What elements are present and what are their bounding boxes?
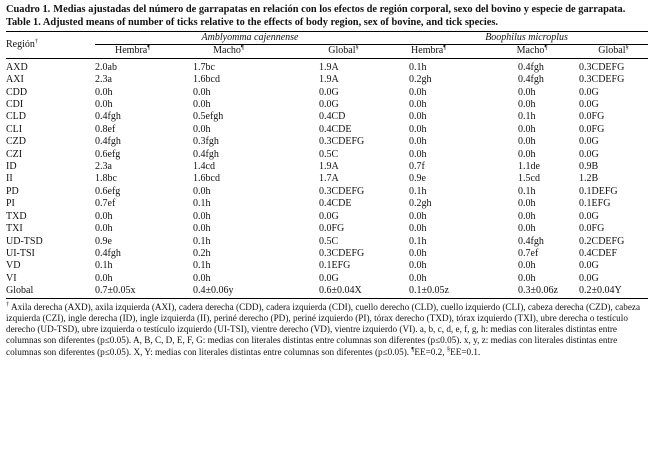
value-cell: 0.1h: [518, 185, 536, 197]
column-header: [405, 45, 485, 58]
table-row: [6, 260, 648, 272]
value-cell: 1.5cd: [518, 173, 540, 185]
region-cell: PI: [6, 198, 15, 210]
value-cell: 0.1h: [518, 111, 536, 123]
value-cell: 0.0h: [409, 86, 427, 98]
value-cell: 0.4fgh: [95, 247, 121, 259]
value-cell: 0.0h: [193, 272, 211, 284]
column-header: [485, 45, 579, 58]
value-cell: 1.6bcd: [193, 173, 220, 185]
value-cell: 1.7bc: [193, 61, 215, 73]
region-cell: CDI: [6, 99, 24, 111]
table-row: [6, 74, 648, 86]
value-cell: 0.1h: [95, 260, 113, 272]
value-cell: 0.2h: [193, 247, 211, 259]
value-cell: 0.3CDEFG: [319, 247, 365, 259]
footnote-ee-2: EE=0.1.: [450, 346, 481, 357]
value-cell: 0.4fgh: [518, 74, 544, 86]
region-header-mark: †: [34, 37, 39, 45]
column-header: [175, 45, 282, 58]
value-cell: 0.0G: [319, 210, 339, 222]
table-row: [6, 58, 648, 74]
value-cell: 0.0h: [518, 148, 536, 160]
value-cell: 0.0FG: [319, 223, 345, 235]
region-cell: CLI: [6, 123, 23, 135]
value-cell: 0.6efg: [95, 185, 121, 197]
region-cell: CZI: [6, 148, 23, 160]
region-cell: AXD: [6, 61, 28, 73]
value-cell: 0.0h: [409, 210, 427, 222]
value-cell: 0.3CDEFG: [579, 74, 625, 86]
table-row: [6, 273, 648, 285]
value-cell: 0.0h: [409, 148, 427, 160]
table-row: [6, 124, 648, 136]
value-cell: 0.0G: [579, 210, 599, 222]
value-cell: 0.0G: [579, 99, 599, 111]
value-cell: 1.6bcd: [193, 74, 220, 86]
region-cell: CZD: [6, 136, 26, 148]
table-row: [6, 87, 648, 99]
value-cell: 1.4cd: [193, 161, 215, 173]
column-header-label: Hembra: [115, 45, 148, 57]
value-cell: 1.9A: [319, 161, 339, 173]
value-cell: 0.0h: [518, 123, 536, 135]
value-cell: 0.0h: [95, 272, 113, 284]
value-cell: 0.4fgh: [518, 235, 544, 247]
value-cell: 0.0G: [319, 272, 339, 284]
table-row: [6, 136, 648, 148]
species-amblyomma: Amblyomma cajennense: [95, 32, 405, 45]
value-cell: 0.1h: [193, 235, 211, 247]
value-cell: 0.0h: [409, 123, 427, 135]
value-cell: 1.2B: [579, 173, 599, 185]
value-cell: 0.7ef: [95, 198, 116, 210]
column-header-mark: §: [625, 44, 629, 52]
value-cell: 0.0h: [95, 99, 113, 111]
value-cell: 0.2gh: [409, 198, 432, 210]
value-cell: 0.4fgh: [193, 148, 219, 160]
value-cell: 0.3CDEFG: [319, 136, 365, 148]
column-header-label: Global: [328, 45, 356, 57]
value-cell: 0.4CDE: [319, 123, 352, 135]
table-row: [6, 236, 648, 248]
column-header-mark: ¶: [443, 44, 447, 52]
value-cell: 0.1h: [193, 198, 211, 210]
caption-label: Cuadro 1.: [6, 4, 51, 15]
value-cell: 2.3a: [95, 161, 112, 173]
footnote-mark-2: ¶: [411, 345, 415, 353]
value-cell: 0.0h: [518, 86, 536, 98]
column-header-label: Macho: [213, 45, 241, 57]
column-header-label: Global: [598, 45, 626, 57]
footnote-text: Axila derecha (AXD), axila izquierda (AXI), cadera derecha (CDD), cadera izquierda (CDI), cuello derecho (CLD), cuello izquierdo (CLI), cabeza derecha (CZD), cabeza izquierda (CZI), ingle derecha (ID), ingle izquierda (II), periné derecho (PD), periné izquierdo (PI), tórax derecho (TXD), tórax izquierdo (TXI), ubre derecha o testículo derecho (UD-TSD), ubre izquierda o testículo izquierdo (UI-TSI), vientre derecho (VD), vientre izquierdo (VI). a, b, c, d, e, f, g, h: medias con literales distintas entre columnas son diferentes (p≤0.05). A, B, C, D, E, F, G: medias con literales distintas entre columnas son diferentes (p≤0.05). x, y, z: medias con literales distintas entre columnas son diferentes (p≤0.05). X, Y: medias con literales distintas entre columnas son diferentes (p≤0.05).: [6, 301, 641, 357]
value-cell: 0.5C: [319, 148, 339, 160]
data-table: [6, 32, 648, 298]
table-row: [6, 173, 648, 185]
value-cell: 0.2±0.04Y: [579, 285, 622, 297]
value-cell: 0.0h: [409, 99, 427, 111]
table-row: [6, 211, 648, 223]
value-cell: 0.3fgh: [193, 136, 219, 148]
value-cell: 0.0FG: [579, 111, 605, 123]
value-cell: 0.0h: [193, 86, 211, 98]
region-header: [6, 32, 95, 58]
region-cell: VI: [6, 272, 17, 284]
table-row: [6, 111, 648, 123]
caption-text: Medias ajustadas del número de garrapatas en relación con los efectos de región corporal, sexo del bovino y especie de garrapata.: [53, 4, 626, 15]
value-cell: 0.4CD: [319, 111, 346, 123]
region-cell: II: [6, 173, 13, 185]
region-cell: CDD: [6, 86, 28, 98]
value-cell: 0.5C: [319, 235, 339, 247]
value-cell: 0.0h: [518, 136, 536, 148]
table-row: [6, 149, 648, 161]
table-row: [6, 248, 648, 260]
value-cell: 1.9A: [319, 61, 339, 73]
table-row: [6, 223, 648, 235]
value-cell: 0.0h: [95, 223, 113, 235]
region-cell: TXI: [6, 223, 23, 235]
value-cell: 0.0FG: [579, 123, 605, 135]
value-cell: 0.0G: [579, 272, 599, 284]
footnote: [6, 302, 648, 358]
species-boophilus: Boophilus microplus: [405, 32, 648, 45]
column-header: [579, 45, 648, 58]
value-cell: 0.1h: [409, 185, 427, 197]
value-cell: 0.0h: [95, 86, 113, 98]
value-cell: 0.2CDEFG: [579, 235, 625, 247]
value-cell: 0.0h: [409, 136, 427, 148]
value-cell: 0.6efg: [95, 148, 121, 160]
value-cell: 0.0h: [409, 247, 427, 259]
value-cell: 0.6±0.04X: [319, 285, 362, 297]
value-cell: 0.1EFG: [319, 260, 351, 272]
value-cell: 0.0G: [579, 86, 599, 98]
value-cell: 0.4fgh: [518, 61, 544, 73]
column-header-mark: ¶: [544, 44, 548, 52]
footnote-ee-1: EE=0.2,: [414, 346, 445, 357]
value-cell: 0.2gh: [409, 74, 432, 86]
value-cell: 0.3CDEFG: [319, 185, 365, 197]
value-cell: 1.9A: [319, 74, 339, 86]
value-cell: 0.0h: [95, 210, 113, 222]
value-cell: 0.0FG: [579, 223, 605, 235]
value-cell: 2.0ab: [95, 61, 117, 73]
region-header-label: Región: [6, 38, 35, 50]
value-cell: 0.1EFG: [579, 198, 611, 210]
column-header: [282, 45, 405, 58]
value-cell: 1.8bc: [95, 173, 117, 185]
column-header-mark: ¶: [240, 44, 244, 52]
value-cell: 0.0h: [518, 210, 536, 222]
value-cell: 0.0G: [319, 86, 339, 98]
value-cell: 0.0h: [518, 223, 536, 235]
value-cell: 0.4fgh: [95, 136, 121, 148]
table-row: [6, 161, 648, 173]
table-row: [6, 186, 648, 198]
region-cell: VD: [6, 260, 21, 272]
value-cell: 0.1h: [409, 235, 427, 247]
column-header-label: Macho: [516, 45, 545, 57]
value-cell: 0.9e: [95, 235, 112, 247]
value-cell: 0.0h: [409, 223, 427, 235]
column-header-mark: ¶: [147, 44, 151, 52]
value-cell: 0.0h: [518, 272, 536, 284]
value-cell: 1.1de: [518, 161, 540, 173]
value-cell: 0.0h: [193, 210, 211, 222]
value-cell: 0.0h: [409, 260, 427, 272]
value-cell: 0.3CDEFG: [579, 61, 625, 73]
value-cell: 0.4CDEF: [579, 247, 618, 259]
value-cell: 0.8ef: [95, 123, 116, 135]
region-cell: UI-TSI: [6, 247, 35, 259]
value-cell: 0.0h: [193, 123, 211, 135]
value-cell: 2.3a: [95, 74, 112, 86]
footnote-mark: †: [6, 300, 10, 308]
table-row: [6, 99, 648, 111]
value-cell: 0.0G: [319, 99, 339, 111]
value-cell: 0.1h: [193, 260, 211, 272]
value-cell: 0.1DEFG: [579, 185, 618, 197]
region-cell: UD-TSD: [6, 235, 43, 247]
value-cell: 0.1±0.05z: [409, 285, 449, 297]
value-cell: 0.4fgh: [95, 111, 121, 123]
value-cell: 0.4CDE: [319, 198, 352, 210]
value-cell: 0.0h: [193, 185, 211, 197]
value-cell: 0.0h: [518, 99, 536, 111]
value-cell: 0.0h: [193, 99, 211, 111]
value-cell: 0.9B: [579, 161, 599, 173]
value-cell: 0.4±0.06y: [193, 285, 234, 297]
region-cell: CLD: [6, 111, 26, 123]
column-header: [95, 45, 175, 58]
value-cell: 0.5efgh: [193, 111, 224, 123]
column-header-mark: §: [355, 44, 359, 52]
value-cell: 0.0G: [579, 148, 599, 160]
value-cell: 0.9e: [409, 173, 426, 185]
value-cell: 0.0h: [193, 223, 211, 235]
value-cell: 1.7A: [319, 173, 339, 185]
value-cell: 0.7ef: [518, 247, 539, 259]
global-row: [6, 285, 648, 297]
value-cell: 0.0h: [409, 272, 427, 284]
region-cell: Global: [6, 285, 34, 297]
value-cell: 0.0h: [409, 111, 427, 123]
footnote-mark-3: §: [446, 345, 451, 353]
value-cell: 0.0h: [518, 198, 536, 210]
value-cell: 0.0G: [579, 136, 599, 148]
value-cell: 0.1h: [409, 61, 427, 73]
caption-english: Table 1. Adjusted means of number of ticks relative to the effects of body region, sex of bovine, and tick species.: [6, 16, 499, 28]
value-cell: 0.3±0.06z: [518, 285, 558, 297]
region-cell: AXI: [6, 74, 24, 86]
region-cell: TXD: [6, 210, 27, 222]
bottom-rule: [6, 298, 648, 299]
table-row: [6, 198, 648, 210]
value-cell: 0.7f: [409, 161, 425, 173]
caption-spanish: [6, 4, 648, 17]
column-header-label: Hembra: [411, 45, 444, 57]
region-cell: PD: [6, 185, 19, 197]
region-cell: ID: [6, 161, 17, 173]
value-cell: 0.0h: [518, 260, 536, 272]
value-cell: 0.0G: [579, 260, 599, 272]
value-cell: 0.7±0.05x: [95, 285, 136, 297]
